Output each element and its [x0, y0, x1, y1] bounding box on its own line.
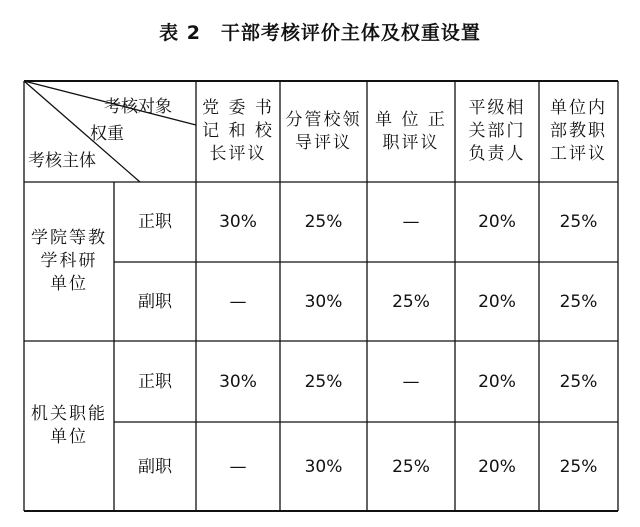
table-cell: 20%: [478, 212, 516, 232]
table-cell: 25%: [304, 212, 343, 232]
table-cell: 30%: [219, 371, 257, 392]
corner-object-label: 考核对象: [104, 97, 172, 117]
table-cell: 30%: [219, 212, 257, 232]
table-cell: 25%: [559, 291, 598, 312]
role-label: 正职: [138, 371, 172, 392]
table-cell: 30%: [304, 291, 343, 312]
group-name: 学院等教 学科研 单位: [31, 228, 107, 294]
table-cell: —: [229, 291, 247, 312]
table-cell: 20%: [478, 371, 516, 392]
table-cell: 25%: [559, 456, 598, 477]
table-cell: —: [402, 212, 420, 232]
corner-weight-label: 权重: [90, 124, 124, 144]
table-cell: 25%: [304, 371, 343, 392]
column-header: 平级相 关部门 负责人: [468, 98, 526, 164]
table-cell: 20%: [478, 456, 516, 477]
column-header: 党 委 书 记 和 校 长评议: [202, 98, 274, 164]
role-label: 副职: [138, 456, 172, 477]
table-cell: —: [229, 456, 247, 477]
group-name: 机关职能 单位: [31, 404, 107, 447]
table-cell: 25%: [392, 291, 430, 312]
table-cell: 20%: [478, 291, 516, 312]
table-cell: 25%: [559, 212, 598, 232]
role-label: 正职: [138, 212, 172, 232]
table-cell: 25%: [392, 456, 430, 477]
column-header: 分管校领 导评议: [285, 109, 362, 153]
column-header: 单 位 正 职评议: [375, 109, 447, 153]
table-cell: 30%: [304, 456, 343, 477]
role-label: 副职: [138, 291, 172, 312]
table-cell: 25%: [559, 371, 598, 392]
corner-subject-label: 考核主体: [28, 151, 96, 171]
table-cell: —: [402, 371, 420, 392]
column-header: 单位内 部教职 工评议: [550, 98, 607, 164]
table-title: 表 2 干部考核评价主体及权重设置: [159, 22, 481, 44]
